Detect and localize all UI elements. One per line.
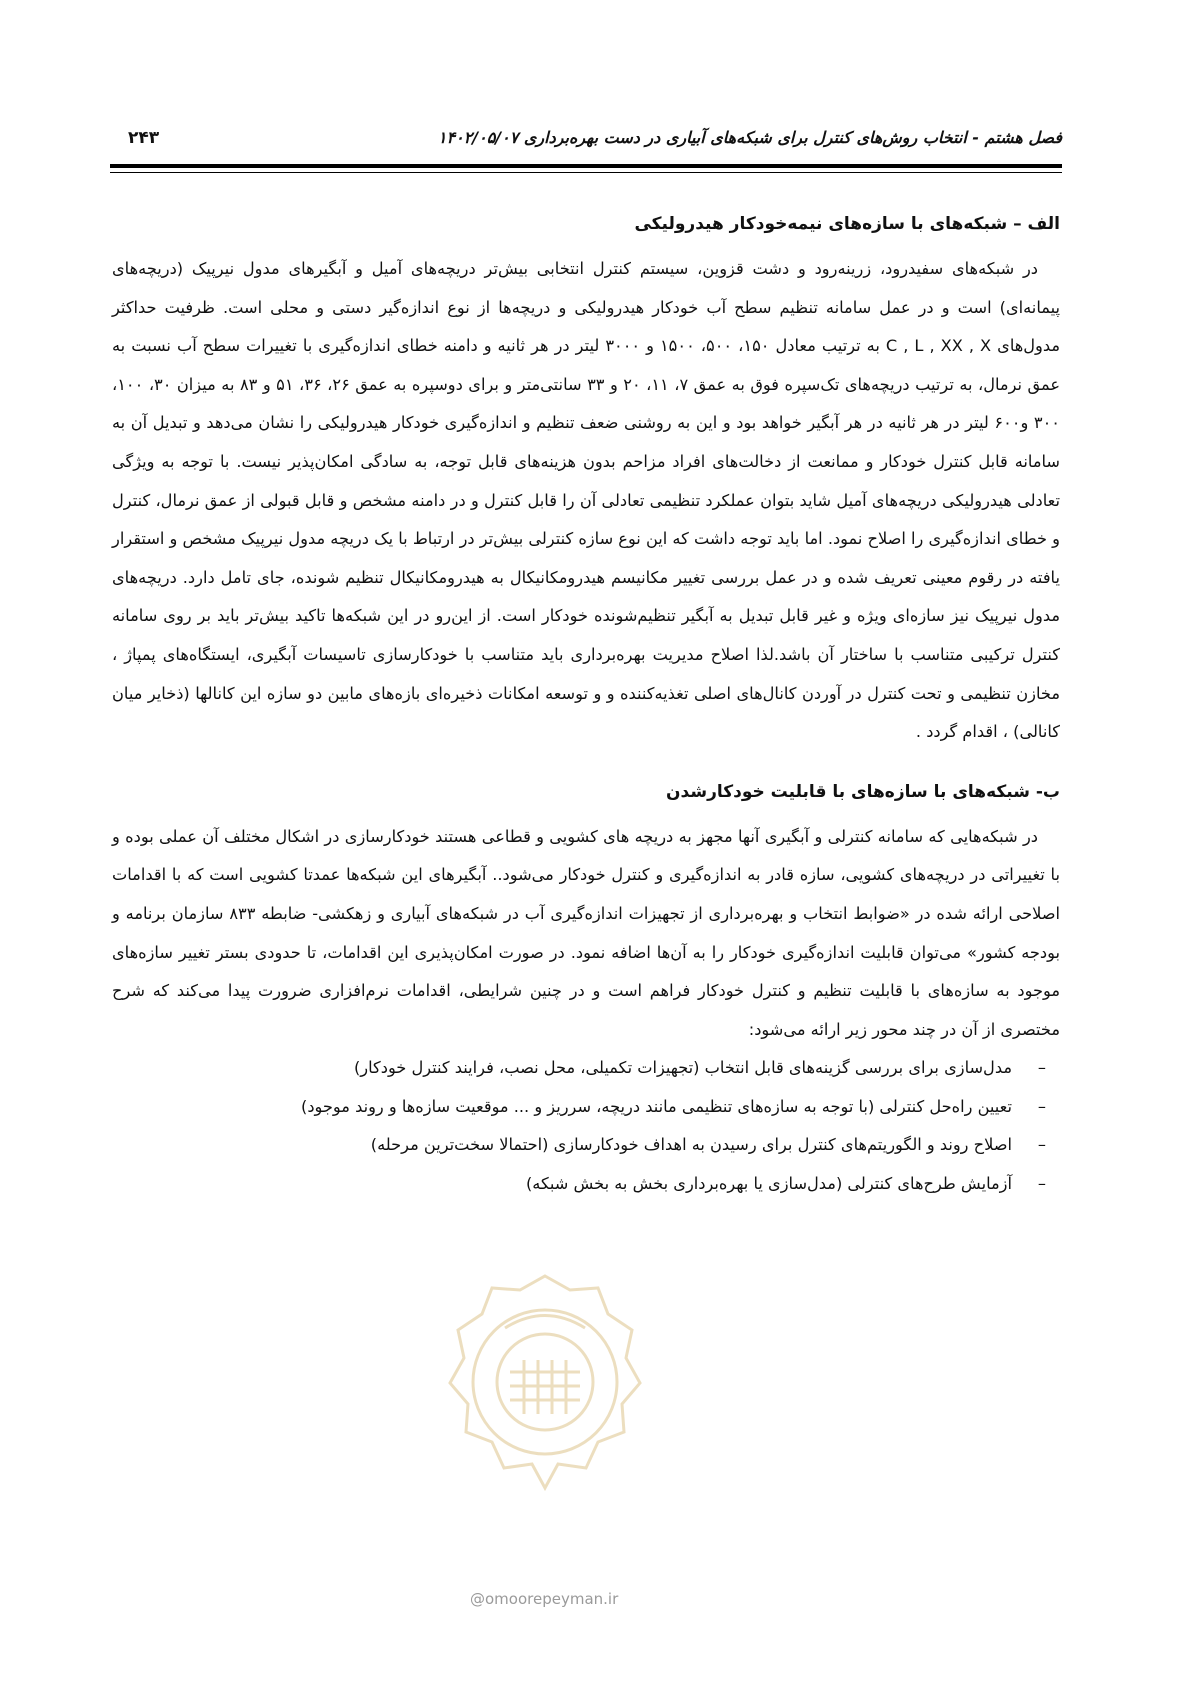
chapter-title: فصل هشتم - انتخاب روش‌های کنترل برای شبکه‌های آبیاری در دست بهره‌برداری ۱۴۰۲/۰۵/۰۷ [437, 128, 1062, 147]
list-item [112, 1088, 1046, 1127]
list-item-text: آزمایش طرح‌های کنترلی (مدل‌سازی یا بهره‌برداری بخش به بخش شبکه) [525, 1174, 1012, 1194]
section-a-heading: الف – شبکه‌های با سازه‌های نیمه‌خودکار هیدرولیکی [634, 214, 1060, 234]
dash-bullet: – [1037, 1096, 1046, 1116]
dash-bullet: – [1037, 1174, 1046, 1194]
watermark-text: @omoorepeyman.ir [470, 1590, 619, 1608]
list-item [112, 1165, 1046, 1204]
list-item [112, 1049, 1046, 1088]
list-item [112, 1126, 1046, 1165]
header-rule-thick [110, 164, 1062, 168]
page-header [110, 128, 1062, 154]
section-b-paragraph: در شبکه‌هایی که سامانه کنترلی و آبگیری آنها مجهز به دریچه های کشویی و قطاعی هستند خودکارسازی در اشکال مختلف آن عملی بوده و با تغییراتی در دریچه‌های کشویی، سازه قادر به اندازه‌گیری و کنترل خودکار می‌شود.. آبگیرهای این شبکه‌ها عمدتا کشویی است که با اقدامات اصلاحی ارائه شده در «ضوابط انتخاب و بهره‌برداری از تجهیزات اندازه‌گیری آب در شبکه‌های آبیاری و زهکشی- ضابطه ۸۳۳ سازمان برنامه و بودجه کشور» می‌توان قابلیت اندازه‌گیری خودکار را به آن‌ها اضافه نمود. در صورت امکان‌پذیری این اقدامات، تا حدودی بستر تغییر سازه‌های موجود به سازه‌های با قابلیت تنظیم و کنترل خودکار فراهم است و در چنین شرایطی، اقدامات نرم‌افزاری ضرورت پیدا می‌کند که شرح مختصری از آن در چند محور زیر ارائه می‌شود: [112, 826, 1061, 1039]
dash-bullet: – [1037, 1058, 1046, 1078]
list-item-text: مدل‌سازی برای بررسی گزینه‌های قابل انتخاب (تجهیزات تکمیلی، محل نصب، فرایند کنترل خودکار) [353, 1058, 1012, 1078]
bullet-list [112, 1049, 1060, 1203]
dash-bullet: – [1037, 1135, 1046, 1155]
header-rule-thin [110, 172, 1062, 173]
page-body [112, 212, 1060, 1204]
section-a-paragraph: در شبکه‌های سفیدرود، زرینه‌رود و دشت قزوین، سیستم کنترل انتخابی بیش‌تر دریچه‌های آمیل و آبگیرهای مدول نیرپیک (دریچه‌های پیمانه‌ای) است و در عمل سامانه تنظیم سطح آب خودکار هیدرولیکی و دریچه‌ها از نوع اندازه‌گیر دستی و محلی است. ظرفیت حداکثر مدول‌های C , L , XX , X به ترتیب معادل ۱۵۰، ۵۰۰، ۱۵۰۰ و ۳۰۰۰ لیتر در هر ثانیه و دامنه خطای اندازه‌گیری با تغییرات سطح آب نسبت به عمق نرمال، به ترتیب دریچه‌های تک‌سپره فوق به عمق ۷، ۱۱، ۲۰ و ۳۳ سانتی‌متر و برای دوسپره به عمق ۲۶، ۳۶، ۵۱ و ۸۳ به میزان ۳۰، ۱۰۰، ۳۰۰ و۶۰۰ لیتر در هر ثانیه در هر آبگیر خواهد بود و این به روشنی ضعف تنظیم و اندازه‌گیری خودکار هیدرولیکی را نشان می‌دهد و تبدیل آن به سامانه قابل کنترل خودکار و ممانعت از دخالت‌های افراد مزاحم بدون هزینه‌های قابل توجه، به سادگی امکان‌پذیر نیست. با توجه به ویژگی تعادلی هیدرولیکی دریچه‌های آمیل شاید بتوان عملکرد تنظیمی تعادلی آن را قابل کنترل و در دامنه مشخص و قابل قبولی از عمق نرمال، کنترل و خطای اندازه‌گیری را اصلاح نمود. اما باید توجه داشت که این نوع سازه کنترلی بیش‌تر در ارتباط با یک دریچه مدول نیرپیک مشخص و استقرار یافته در رقوم معینی تعریف شده و در عمل بررسی تغییر مکانیسم هیدرومکانیکال به هیدرومکانیکال تنظیم شونده، جای تامل دارد. دریچه‌های مدول نیرپیک نیز سازه‌ای ویژه و غیر قابل تبدیل به آبگیر تنظیم‌شونده خودکار است. از این‌رو در این شبکه‌ها تاکید بیش‌تر باید بر روی سامانه کنترل ترکیبی متناسب با ساختار آن باشد.لذا اصلاح مدیریت بهره‌برداری باید متناسب با خودکارسازی تاسیسات آبگیری، ایستگاه‌های پمپاژ ، مخازن تنظیمی و تحت کنترل در آوردن کانال‌های اصلی تغذیه‌کننده و و توسعه امکانات ذخیره‌ای بازه‌های مابین دو سازه این کانالها (ذخایر میان کانالی) ، اقدام گردد . [112, 259, 1061, 742]
list-item-text: اصلاح روند و الگوریتم‌های کنترل برای رسیدن به اهداف خودکارسازی (احتمالا سخت‌ترین مرحله) [370, 1135, 1012, 1155]
section-b-heading: ب- شبکه‌های با سازه‌های با قابلیت خودکارشدن [666, 781, 1060, 802]
page-number: ۲۴۳ [128, 128, 160, 148]
watermark-seal-icon [440, 1268, 650, 1503]
list-item-text: تعیین راه‌حل کنترلی (با توجه به سازه‌های تنظیمی مانند دریچه، سرریز و ... موقعیت سازه‌ها و روند موجود) [301, 1096, 1012, 1116]
